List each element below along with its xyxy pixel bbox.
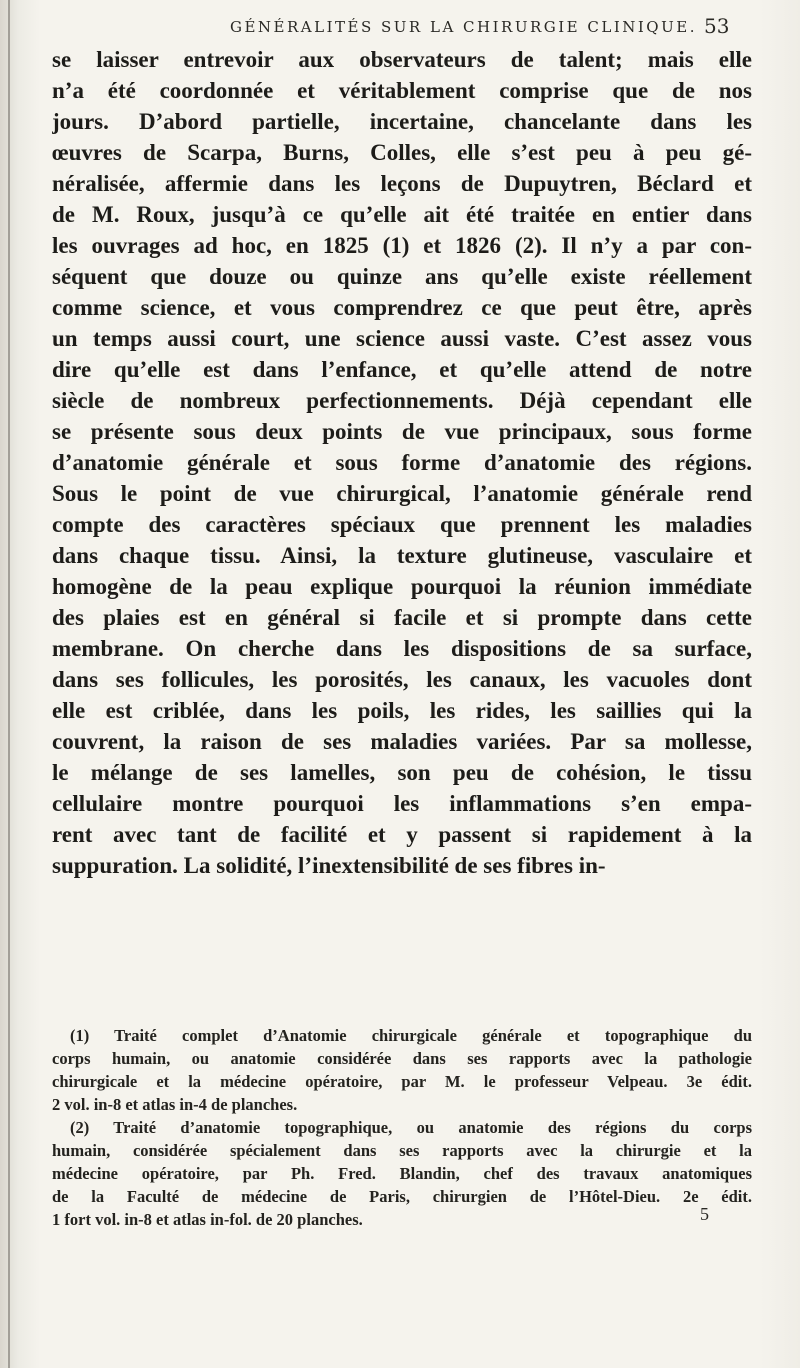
- body-line: Sous le point de vue chirurgical, l’anatomie générale rend: [52, 481, 752, 506]
- body-line: le mélange de ses lamelles, son peu de cohésion, le tissu: [52, 760, 752, 785]
- body-line: elle est criblée, dans les poils, les rides, les saillies qui la: [52, 698, 752, 723]
- body-line: séquent que douze ou quinze ans qu’elle existe réellement: [52, 264, 752, 289]
- footnote-line: humain, considérée spécialement dans ses rapports avec la chirurgie et la: [52, 1141, 752, 1160]
- body-line: membrane. On cherche dans les dispositions de sa surface,: [52, 636, 752, 661]
- body-line: d’anatomie générale et sous forme d’anatomie des régions.: [52, 450, 752, 475]
- body-line: cellulaire montre pourquoi les inflammations s’en empa-: [52, 791, 752, 816]
- body-line: néralisée, affermie dans les leçons de Dupuytren, Béclard et: [52, 171, 752, 196]
- body-line: dans chaque tissu. Ainsi, la texture glutineuse, vasculaire et: [52, 543, 752, 568]
- body-line: compte des caractères spéciaux que prennent les maladies: [52, 512, 752, 537]
- running-head: GÉNÉRALITÉS SUR LA CHIRURGIE CLINIQUE.: [230, 18, 697, 36]
- page-number: 53: [704, 14, 730, 38]
- body-line: rent avec tant de facilité et y passent si rapidement à la: [52, 822, 752, 847]
- body-line: homogène de la peau explique pourquoi la réunion immédiate: [52, 574, 752, 599]
- body-line: jours. D’abord partielle, incertaine, chancelante dans les: [52, 109, 752, 134]
- page-edge-line: [8, 0, 10, 1368]
- body-line: comme science, et vous comprendrez ce que peut être, après: [52, 295, 752, 320]
- body-line: un temps aussi court, une science aussi vaste. C’est assez vous: [52, 326, 752, 351]
- body-line: des plaies est en général si facile et si prompte dans cette: [52, 605, 752, 630]
- body-line: siècle de nombreux perfectionnements. Déjà cependant elle: [52, 388, 752, 413]
- body-line: de M. Roux, jusqu’à ce qu’elle ait été traitée en entier dans: [52, 202, 752, 227]
- footnote-line: 1 fort vol. in-8 et atlas in-fol. de 20 planches.: [52, 1210, 363, 1229]
- footnotes: [52, 1024, 752, 1231]
- footnote-line: de la Faculté de médecine de Paris, chirurgien de l’Hôtel-Dieu. 2e édit.: [52, 1187, 752, 1206]
- body-line: les ouvrages ad hoc, en 1825 (1) et 1826 (2). Il n’y a par con-: [52, 233, 752, 258]
- footnote-line: chirurgicale et la médecine opératoire, par M. le professeur Velpeau. 3e édit.: [52, 1072, 752, 1091]
- footnote-line: 2 vol. in-8 et atlas in-4 de planches.: [52, 1095, 298, 1114]
- body-line: se laisser entrevoir aux observateurs de talent; mais elle: [52, 47, 752, 72]
- footnote-line: médecine opératoire, par Ph. Fred. Blandin, chef des travaux anatomiques: [52, 1164, 752, 1183]
- body-line: suppuration. La solidité, l’inextensibilité de ses fibres in-: [52, 853, 606, 878]
- body-line: n’a été coordonnée et véritablement comprise que de nos: [52, 78, 752, 103]
- body-line: œuvres de Scarpa, Burns, Colles, elle s’est peu à peu gé-: [52, 140, 752, 165]
- signature-mark: 5: [700, 1204, 709, 1224]
- footnote-line: (2) Traité d’anatomie topographique, ou anatomie des régions du corps: [70, 1118, 752, 1137]
- body-line: couvrent, la raison de ses maladies variées. Par sa mollesse,: [52, 729, 752, 754]
- body-text: [52, 44, 752, 881]
- body-line: dire qu’elle est dans l’enfance, et qu’elle attend de notre: [52, 357, 752, 382]
- footnote-line: corps humain, ou anatomie considérée dans ses rapports avec la pathologie: [52, 1049, 752, 1068]
- body-line: dans ses follicules, les porosités, les canaux, les vacuoles dont: [52, 667, 752, 692]
- footnote-line: (1) Traité complet d’Anatomie chirurgicale générale et topographique du: [70, 1026, 752, 1045]
- body-line: se présente sous deux points de vue principaux, sous forme: [52, 419, 752, 444]
